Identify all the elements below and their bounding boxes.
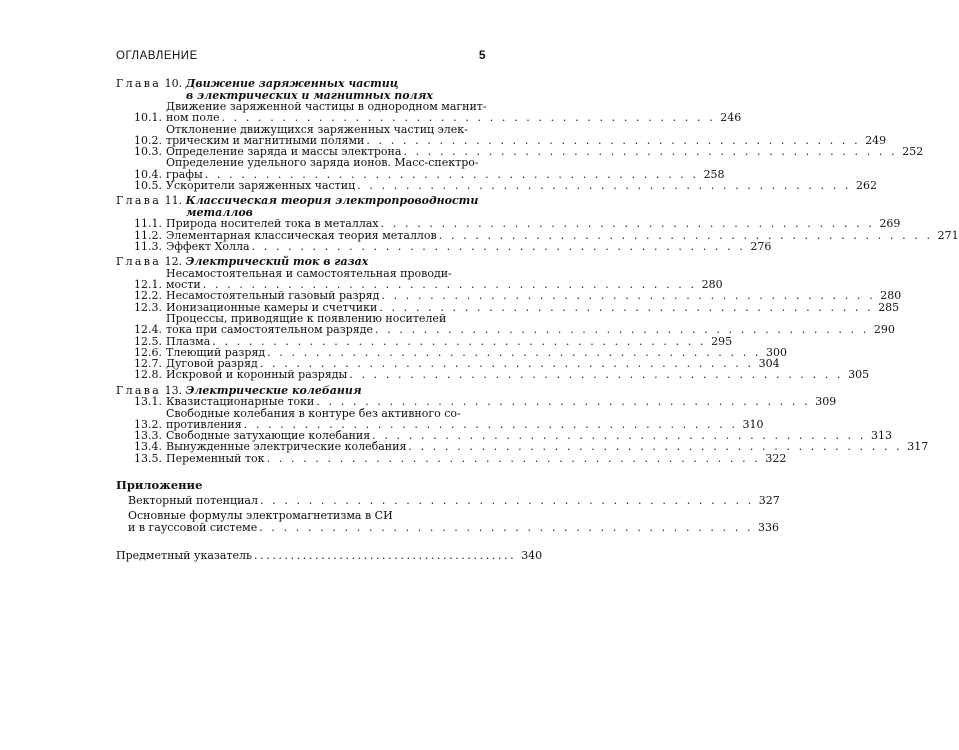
entry-number: 10.3. xyxy=(134,145,162,159)
entry-page: 276 xyxy=(750,239,772,253)
index-entry[interactable] xyxy=(116,548,543,562)
leader-dots: ........................................... xyxy=(254,548,517,562)
leader-dots: . . . . . . . . . . . . . . . . . . . . . . . . . . . . . . . . . . . . . . . . . xyxy=(204,167,699,181)
toc-entry[interactable] xyxy=(116,122,887,147)
leader-dots: . . . . . . . . . . . . . . . . . . . . . . . . . . . . . . . . . . . . . . . . . xyxy=(243,417,738,431)
toc-entry[interactable] xyxy=(116,368,870,382)
chapter-section xyxy=(116,77,924,193)
entry-number: 10.1. xyxy=(134,111,162,125)
entry-title: Движение заряженной частицы в однородном магнит- xyxy=(166,100,487,113)
entry-page: 305 xyxy=(848,368,870,382)
leader-dots: . . . . . . . . . . . . . . . . . . . . . . . . . . . . . . . . . . . . . . . . . xyxy=(357,179,851,193)
entry-number: 13.5. xyxy=(134,451,162,465)
leader-dots: . . . . . . . . . . . . . . . . . . . . . . . . . . . . . . . . . . . . . . . . . xyxy=(380,217,875,231)
entry-number: 13.3. xyxy=(134,429,162,443)
entry-number: 11.3. xyxy=(134,239,162,253)
leader-dots: . . . . . . . . . . . . . . . . . . . . . . . . . . . . . . . . . . . . . . . . . xyxy=(316,395,811,409)
appendix-entry-page: 327 xyxy=(758,494,780,508)
toc-entry[interactable] xyxy=(116,395,837,409)
toc-entry[interactable] xyxy=(116,289,902,303)
index-page: 340 xyxy=(521,548,543,562)
entry-title: Плазма xyxy=(166,334,211,348)
entry-title-cont: трическим и магнитными полями xyxy=(166,133,365,147)
entry-page: 304 xyxy=(758,357,780,371)
entry-page: 310 xyxy=(742,417,764,431)
entry-page: 252 xyxy=(902,145,924,159)
chapter-section xyxy=(116,255,902,382)
entry-title-cont: графы xyxy=(166,167,203,181)
leader-dots: . . . . . . . . . . . . . . . . . . . . . . . . . . . . . . . . . . . . . . . . . xyxy=(259,521,754,535)
chapter-heading[interactable] xyxy=(116,78,492,101)
chapter-section xyxy=(116,194,959,253)
entry-number: 13.4. xyxy=(134,440,162,454)
appendix-title: Приложение xyxy=(116,478,203,493)
entry-title: Ионизационные камеры и счетчики xyxy=(166,300,378,314)
leader-dots: . . . . . . . . . . . . . . . . . . . . . . . . . . . . . . . . . . . . . . . . . xyxy=(266,451,761,465)
appendix-entry[interactable] xyxy=(116,494,780,508)
entry-number: 12.3. xyxy=(134,300,162,314)
entry-title: Несамостоятельный газовый разряд xyxy=(166,289,380,303)
entry-title: Вынужденные электрические колебания xyxy=(166,440,407,454)
page-number: 5 xyxy=(478,48,486,62)
entry-title: Свободные колебания в контуре без активного со- xyxy=(166,406,461,420)
leader-dots: . . . . . . . . . . . . . . . . . . . . . . . . . . . . . . . . . . . . . . . . . xyxy=(259,494,754,508)
appendix-section xyxy=(116,478,780,535)
entry-title: Процессы, приводящие к появлению носителей xyxy=(166,311,447,325)
toc-entry[interactable] xyxy=(116,156,725,181)
leader-dots: . . . . . . . . . . . . . . . . . . . . . . . . . . . . . . . . . . . . . . . . . xyxy=(403,145,898,159)
chapter-number: 13. xyxy=(164,383,183,397)
entry-number: 12.2. xyxy=(134,289,162,303)
entry-page: 313 xyxy=(870,429,892,443)
appendix-entry-title-cont: и в гауссовой системе xyxy=(128,521,258,535)
entry-number: 12.4. xyxy=(134,323,162,337)
entry-title: Дуговой разряд xyxy=(166,357,258,371)
leader-dots: . . . . . . . . . . . . . . . . . . . . . . . . . . . . . . . . . . . . . . . . . xyxy=(408,440,903,454)
leader-dots: . . . . . . . . . . . . . . . . . . . . . . . . . . . . . . . . . . . . . . . . . xyxy=(267,345,761,359)
leader-dots: . . . . . . . . . . . . . . . . . . . . . . . . . . . . . . . . . . . . . . . . . xyxy=(349,368,844,382)
entry-number: 11.2. xyxy=(134,228,162,242)
entry-title: Свободные затухающие колебания xyxy=(166,429,371,443)
toc-entry[interactable] xyxy=(116,239,772,253)
leader-dots: . . . . . . . . . . . . . . . . . . . . . . . . . . . . . . . . . . . . . . . . . xyxy=(372,429,866,443)
entry-page: 317 xyxy=(907,440,929,454)
entry-title-cont: мости xyxy=(166,278,201,292)
chapter-title: Классическая теория электропроводности xyxy=(185,194,479,208)
entry-number: 12.6. xyxy=(134,345,162,359)
entry-title-cont: противления xyxy=(166,417,242,431)
appendix-entry-page: 336 xyxy=(758,521,780,535)
chapter-title-cont: металлов xyxy=(186,205,253,219)
entry-title: Тлеющий разряд xyxy=(166,345,266,359)
toc-entry[interactable] xyxy=(116,451,787,465)
leader-dots: . . . . . . . . . . . . . . . . . . . . . . . . . . . . . . . . . . . . . . . . . xyxy=(438,228,933,242)
entry-title: Искровой и коронный разряды xyxy=(166,368,348,382)
leader-dots: . . . . . . . . . . . . . . . . . . . . . . . . . . . . . . . . . . . . . . . . . xyxy=(202,278,697,292)
entry-page: 300 xyxy=(765,345,787,359)
toc-entry[interactable] xyxy=(116,266,723,292)
entry-title-cont: тока при самостоятельном разряде xyxy=(166,323,373,337)
index-label: Предметный указатель xyxy=(116,548,253,562)
entry-number: 13.1. xyxy=(134,395,162,409)
entry-page: 271 xyxy=(937,228,959,242)
leader-dots: . . . . . . . . . . . . . . . . . . . . . . . . . . . . . . . . . . . . . . . . . xyxy=(381,289,876,303)
leader-dots: . . . . . . . . . . . . . . . . . . . . . . . . . . . . . . . . . . . . . . . . . xyxy=(375,323,869,337)
entry-page: 290 xyxy=(873,323,895,337)
page-header xyxy=(116,48,492,74)
chapter-label: Глава xyxy=(116,255,162,269)
toc-title: ОГЛАВЛЕНИЕ xyxy=(116,50,198,62)
entry-page: 295 xyxy=(711,334,733,348)
chapter-label: Глава xyxy=(116,194,162,208)
entry-number: 10.2. xyxy=(134,133,162,147)
entry-number: 12.5. xyxy=(134,334,162,348)
entry-title: Эффект Холла xyxy=(166,239,250,253)
toc-entry[interactable] xyxy=(116,406,764,431)
appendix-entry-title: Основные формулы электромагнетизма в СИ xyxy=(128,508,393,522)
entry-page: 262 xyxy=(856,179,877,193)
entry-page: 258 xyxy=(703,167,725,181)
toc-entry[interactable] xyxy=(116,217,901,231)
chapter-number: 12. xyxy=(164,255,183,269)
entry-page: 285 xyxy=(878,300,900,314)
chapter-title: Электрический ток в газах xyxy=(185,255,369,269)
entry-title-cont: ном поле xyxy=(166,111,220,125)
toc-page xyxy=(116,48,959,562)
entry-title: Элементарная классическая теория металлов xyxy=(166,228,437,242)
chapter-list xyxy=(116,77,959,465)
leader-dots: . . . . . . . . . . . . . . . . . . . . . . . . . . . . . . . . . . . . . . . . . xyxy=(251,239,746,253)
entry-number: 12.8. xyxy=(134,368,162,382)
entry-number: 10.5. xyxy=(134,179,162,193)
entry-page: 269 xyxy=(879,217,901,231)
entry-page: 280 xyxy=(880,289,902,303)
entry-number: 12.7. xyxy=(134,357,162,371)
entry-title: Отклонение движущихся заряженных частиц элек- xyxy=(166,122,468,136)
chapter-number: 10. xyxy=(164,77,183,90)
entry-title: Переменный ток xyxy=(166,451,265,465)
entry-title: Природа носителей тока в металлах xyxy=(166,217,379,231)
leader-dots: . . . . . . . . . . . . . . . . . . . . . . . . . . . . . . . . . . . . . . . . . xyxy=(379,300,874,314)
entry-page: 309 xyxy=(815,395,837,409)
toc-entry[interactable] xyxy=(116,100,742,125)
chapter-section xyxy=(116,383,929,465)
entry-page: 249 xyxy=(865,133,887,147)
entry-page: 246 xyxy=(720,111,742,125)
leader-dots: . . . . . . . . . . . . . . . . . . . . . . . . . . . . . . . . . . . . . . . . . xyxy=(221,111,716,125)
chapter-title: Движение заряженных частиц xyxy=(185,77,399,90)
entry-title: Определение удельного заряда ионов. Масс-спектро- xyxy=(166,156,479,170)
chapter-number: 11. xyxy=(164,194,183,208)
toc-entry[interactable] xyxy=(116,311,895,337)
chapter-title-cont: в электрических и магнитных полях xyxy=(186,88,433,102)
entry-title: Несамостоятельная и самостоятельная проводи- xyxy=(166,266,452,280)
entry-page: 280 xyxy=(701,278,723,292)
chapter-label: Глава xyxy=(116,77,162,90)
entry-number: 13.2. xyxy=(134,417,162,431)
chapter-label: Глава xyxy=(116,383,162,397)
entry-title: Ускорители заряженных частиц xyxy=(166,179,356,193)
entry-page: 322 xyxy=(765,451,787,465)
appendix-entry-title: Векторный потенциал xyxy=(128,494,258,508)
appendix-entry[interactable] xyxy=(116,508,780,535)
leader-dots: . . . . . . . . . . . . . . . . . . . . . . . . . . . . . . . . . . . . . . . . . xyxy=(259,357,754,371)
entry-number: 10.4. xyxy=(134,167,162,181)
leader-dots: . . . . . . . . . . . . . . . . . . . . . . . . . . . . . . . . . . . . . . . . . xyxy=(366,133,861,147)
entry-title: Определение заряда и массы электрона xyxy=(166,145,402,159)
leader-dots: . . . . . . . . . . . . . . . . . . . . . . . . . . . . . . . . . . . . . . . . . xyxy=(212,334,707,348)
entry-title: Квазистационарные токи xyxy=(166,395,315,409)
chapter-title: Электрические колебания xyxy=(185,383,362,397)
toc-entry[interactable] xyxy=(116,179,877,193)
chapter-heading[interactable] xyxy=(116,195,492,218)
entry-number: 11.1. xyxy=(134,217,162,231)
entry-number: 12.1. xyxy=(134,278,162,292)
